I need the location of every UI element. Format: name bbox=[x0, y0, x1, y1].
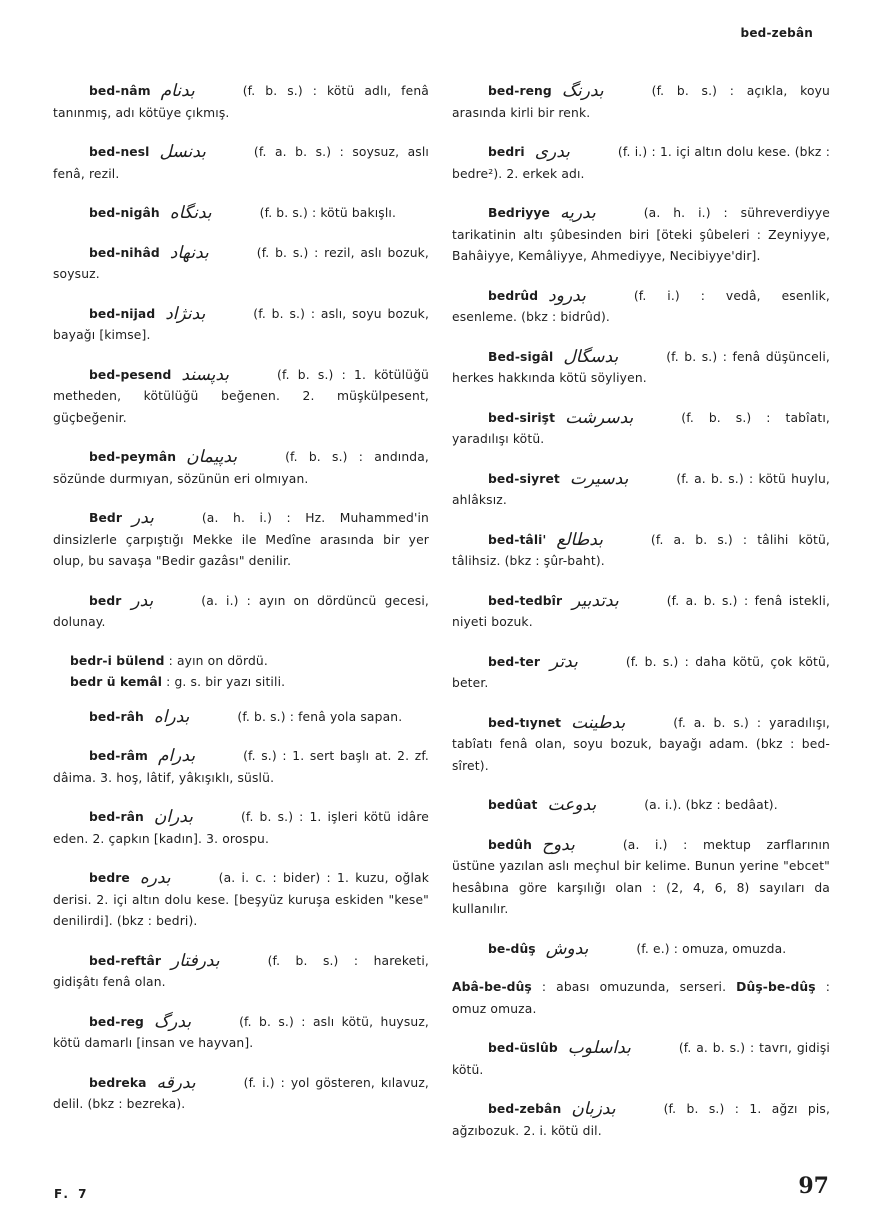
left-column bbox=[53, 80, 429, 1133]
ottoman-script: بدطینت bbox=[571, 712, 626, 733]
headword: Bed-sigâl bbox=[488, 349, 554, 364]
ottoman-script: بدرام bbox=[157, 746, 196, 766]
headword: bed-peymân bbox=[89, 450, 177, 464]
definition: : abası omuzunda, serseri. bbox=[541, 980, 727, 994]
definition: (a. i.) : mektup zarflarının üstüne yazılan aslı meçhul bir kelime. Bunun yerine "ebcet" hesâbına göre karşılığı olan : (2, 4, 6, 8) sayıları da kullanılır. bbox=[452, 837, 830, 916]
ottoman-script: بدسرشت bbox=[565, 407, 634, 428]
definition: (f. b. s.) : 1. işleri kötü idâre eden. 2. çapkın [kadın]. 3. orospu. bbox=[53, 810, 429, 846]
ottoman-script: بدران bbox=[153, 807, 193, 827]
definition: (f. b. s.) : 1. ağzı pis, ağzıbozuk. 2. i. kötü dil. bbox=[452, 1102, 830, 1138]
headword: bed-ter bbox=[488, 654, 541, 669]
ottoman-script: بدپیمان bbox=[186, 447, 238, 467]
ottoman-script: بدره bbox=[139, 868, 171, 888]
dictionary-entry bbox=[452, 794, 830, 817]
dictionary-entry bbox=[53, 80, 429, 124]
dictionary-entry bbox=[53, 950, 429, 994]
dictionary-entry bbox=[53, 202, 429, 225]
headword: bedûat bbox=[488, 798, 538, 812]
definition: : g. s. bir yazı sitili. bbox=[166, 675, 286, 689]
headword: bed-pesend bbox=[89, 367, 172, 382]
headword: bedûh bbox=[488, 837, 532, 852]
headword: Bedr bbox=[89, 511, 122, 525]
definition: (f. b. s.) : fenâ yola sapan. bbox=[237, 709, 403, 724]
dictionary-entry bbox=[452, 468, 830, 512]
headword: bed-sirişt bbox=[488, 410, 556, 425]
sub-entry bbox=[53, 672, 429, 694]
headword: bed-tedbîr bbox=[488, 593, 563, 608]
dictionary-entry bbox=[53, 1072, 429, 1116]
running-head: bed-zebân bbox=[740, 26, 813, 40]
definition: (f. b. s.) : rezil, aslı bozuk, soysuz. bbox=[53, 245, 429, 281]
ottoman-script: بدنژاد bbox=[165, 303, 206, 324]
definition: (f. a. b. s.) : fenâ istekli, niyeti bozuk. bbox=[452, 593, 830, 629]
ottoman-script: بدتدبیر bbox=[572, 590, 619, 611]
definition: (f. b. s.) : aslı, soyu bozuk, bayağı [kimse]. bbox=[53, 306, 429, 342]
headword: bed-tıynet bbox=[488, 715, 562, 730]
definition: (a. i.). (bkz : bedâat). bbox=[644, 798, 778, 812]
dictionary-entry bbox=[452, 141, 830, 185]
dictionary-entry bbox=[452, 1098, 830, 1142]
definition: (a. h. i.) : sühreverdiyye tarikatinin altı şûbesinden biri [öteki şûbeleri : Zeyniyye, Bahâiyye, Kemâliyye, Ahmediyye, Necibiyye'dir]. bbox=[452, 206, 830, 263]
definition: : omuz omuza. bbox=[452, 980, 830, 1016]
definition: (f. b. s.) : andında, sözünde durmıyan, sözünün eri olmıyan. bbox=[53, 450, 429, 486]
dictionary-entry bbox=[452, 590, 830, 634]
headword: bedr ü kemâl bbox=[70, 675, 163, 689]
ottoman-script: بدنام bbox=[160, 81, 195, 101]
definition: (f. i.) : 1. içi altın dolu kese. (bkz : bedre²). 2. erkek adı. bbox=[452, 145, 830, 181]
dictionary-entry bbox=[53, 590, 429, 634]
headword: bed-nihâd bbox=[89, 245, 160, 260]
ottoman-script: بدوح bbox=[541, 834, 575, 855]
dictionary-entry bbox=[53, 507, 429, 573]
headword: bed-nâm bbox=[89, 84, 151, 98]
definition: (f. b. s.) : daha kötü, çok kötü, beter. bbox=[452, 654, 830, 690]
headword: bed-nesl bbox=[89, 145, 150, 159]
page-number: 97 bbox=[798, 1173, 829, 1199]
ottoman-script: بدر bbox=[131, 590, 154, 611]
definition: (f. s.) : 1. sert başlı at. 2. zf. dâima. 3. hoş, lâtif, yâkışıklı, süslü. bbox=[53, 749, 429, 785]
ottoman-script: بداسلوب bbox=[567, 1038, 631, 1058]
definition: (f. b. s.) : hareketi, gidişâtı fenâ olan. bbox=[53, 953, 429, 989]
headword: Abâ-be-dûş bbox=[452, 980, 532, 994]
ottoman-script: بدرقه bbox=[156, 1072, 196, 1093]
dictionary-entry bbox=[53, 446, 429, 490]
headword: bed-râh bbox=[89, 709, 144, 724]
definition: (f. b. s.) : 1. kötülüğü metheden, kötülüğü beğenen. 2. müşkülpesent, güçbeğenir. bbox=[53, 367, 429, 425]
dictionary-entry bbox=[53, 1011, 429, 1055]
headword: Bedriyye bbox=[488, 206, 550, 220]
dictionary-entry bbox=[452, 346, 830, 390]
ottoman-script: بدرگ bbox=[153, 1011, 192, 1032]
definition: (f. b. s.) : kötü adlı, fenâ tanınmış, adı kötüye çıkmış. bbox=[53, 84, 429, 120]
ottoman-script: بدطالع bbox=[556, 529, 603, 550]
dictionary-entry bbox=[452, 529, 830, 573]
headword: be-dûş bbox=[488, 941, 536, 956]
definition: (f. a. b. s.) : soysuz, aslı fenâ, rezil. bbox=[53, 145, 429, 181]
ottoman-script: بدوعت bbox=[547, 795, 597, 815]
ottoman-script: بدزبان bbox=[571, 1099, 616, 1119]
dictionary-entry bbox=[53, 806, 429, 850]
headword: bed-nigâh bbox=[89, 206, 160, 220]
dictionary-entry bbox=[452, 834, 830, 921]
sub-entry bbox=[452, 977, 830, 1020]
headword: Dûş-be-dûş bbox=[736, 980, 816, 994]
headword: bedreka bbox=[89, 1075, 147, 1090]
definition: (f. a. b. s.) : yaradılışı, tabîatı fenâ olan, soyu bozuk, bayağı adam. (bkz : bed-sîret). bbox=[452, 715, 830, 773]
headword: bed-nijad bbox=[89, 306, 156, 321]
ottoman-script: بدسگال bbox=[563, 346, 619, 367]
dictionary-entry bbox=[452, 1037, 830, 1081]
ottoman-script: بدرفتار bbox=[171, 950, 220, 971]
definition: (f. i.) : vedâ, esenlik, esenleme. (bkz : bidrûd). bbox=[452, 288, 830, 324]
dictionary-entry bbox=[452, 651, 830, 695]
headword: bed-tâli' bbox=[488, 532, 547, 547]
definition: (f. b. s.) : fenâ düşünceli, herkes hakkında kötü söyliyen. bbox=[452, 349, 830, 385]
definition: (f. a. b. s.) : tavrı, gidişi kötü. bbox=[452, 1041, 830, 1077]
definition: (f. e.) : omuza, omuzda. bbox=[636, 941, 787, 956]
ottoman-script: بدتر bbox=[550, 651, 578, 672]
headword: bedre bbox=[89, 871, 130, 885]
headword: bed-üslûb bbox=[488, 1041, 558, 1055]
ottoman-script: بدریه bbox=[559, 203, 596, 223]
headword: bed-râm bbox=[89, 749, 148, 763]
dictionary-entry bbox=[452, 712, 830, 778]
definition: (f. b. s.) : tabîatı, yaradılışı kötü. bbox=[452, 410, 830, 446]
ottoman-script: بدوش bbox=[545, 938, 589, 959]
headword: bedr bbox=[89, 593, 122, 608]
definition: (f. b. s.) : aslı kötü, huysuz, kötü damarlı [insan ve hayvan]. bbox=[53, 1014, 429, 1050]
dictionary-entry bbox=[452, 202, 830, 268]
ottoman-script: بدسیرت bbox=[569, 468, 629, 489]
definition: (f. a. b. s.) : kötü huylu, ahlâksız. bbox=[452, 471, 830, 507]
headword: bed-siyret bbox=[488, 471, 560, 486]
headword: bed-reftâr bbox=[89, 953, 162, 968]
dictionary-entry bbox=[53, 706, 429, 729]
dictionary-entry bbox=[53, 867, 429, 933]
headword: bed-reng bbox=[488, 84, 552, 98]
ottoman-script: بدر bbox=[131, 508, 154, 528]
dictionary-entry bbox=[53, 141, 429, 185]
dictionary-entry bbox=[452, 938, 830, 961]
definition: (a. h. i.) : Hz. Muhammed'in dinsizlerle çarpıştığı Mekke ile Medîne arasında bir yer olup, bu savaşa "Bedir gazâsı" denilir. bbox=[53, 511, 429, 568]
headword: bed-zebân bbox=[488, 1102, 562, 1116]
definition: (f. i.) : yol gösteren, kılavuz, delil. (bkz : bezreka). bbox=[53, 1075, 429, 1111]
definition: (f. a. b. s.) : tâlihi kötü, tâlihsiz. (bkz : şûr-baht). bbox=[452, 532, 830, 568]
definition: (f. b. s.) : kötü bakışlı. bbox=[259, 206, 397, 220]
right-column bbox=[452, 80, 830, 1159]
headword: bed-reg bbox=[89, 1014, 144, 1029]
dictionary-entry bbox=[452, 407, 830, 451]
dictionary-entry bbox=[452, 285, 830, 329]
dictionary-entry bbox=[53, 364, 429, 430]
ottoman-script: بدنهاد bbox=[169, 242, 209, 263]
headword: bedr-i bülend bbox=[70, 653, 165, 668]
signature-mark: F. 7 bbox=[54, 1187, 90, 1201]
dictionary-entry bbox=[53, 242, 429, 286]
definition: (f. b. s.) : açıkla, koyu arasında kirli bir renk. bbox=[452, 84, 830, 120]
ottoman-script: بدپسند bbox=[181, 364, 230, 385]
definition: : ayın on dördü. bbox=[168, 653, 268, 668]
definition: (a. i.) : ayın on dördüncü gecesi, dolunay. bbox=[53, 593, 429, 629]
definition: (a. i. c. : bider) : 1. kuzu, oğlak derisi. 2. içi altın dolu kese. [beşyüz kuruşa eskiden "kese" denilirdi]. (bkz : bedri). bbox=[53, 871, 429, 928]
ottoman-script: بدری bbox=[534, 142, 570, 162]
sub-entry bbox=[53, 651, 429, 673]
headword: bed-rân bbox=[89, 810, 144, 824]
dictionary-entry bbox=[452, 80, 830, 124]
ottoman-script: بدنسل bbox=[159, 142, 206, 162]
ottoman-script: بدراه bbox=[153, 706, 190, 727]
dictionary-entry bbox=[53, 745, 429, 789]
headword: bedri bbox=[488, 145, 525, 159]
ottoman-script: بدرود bbox=[548, 285, 586, 306]
ottoman-script: بدرنگ bbox=[561, 81, 604, 101]
headword: bedrûd bbox=[488, 288, 539, 303]
ottoman-script: بدنگاه bbox=[169, 203, 212, 223]
dictionary-entry bbox=[53, 303, 429, 347]
